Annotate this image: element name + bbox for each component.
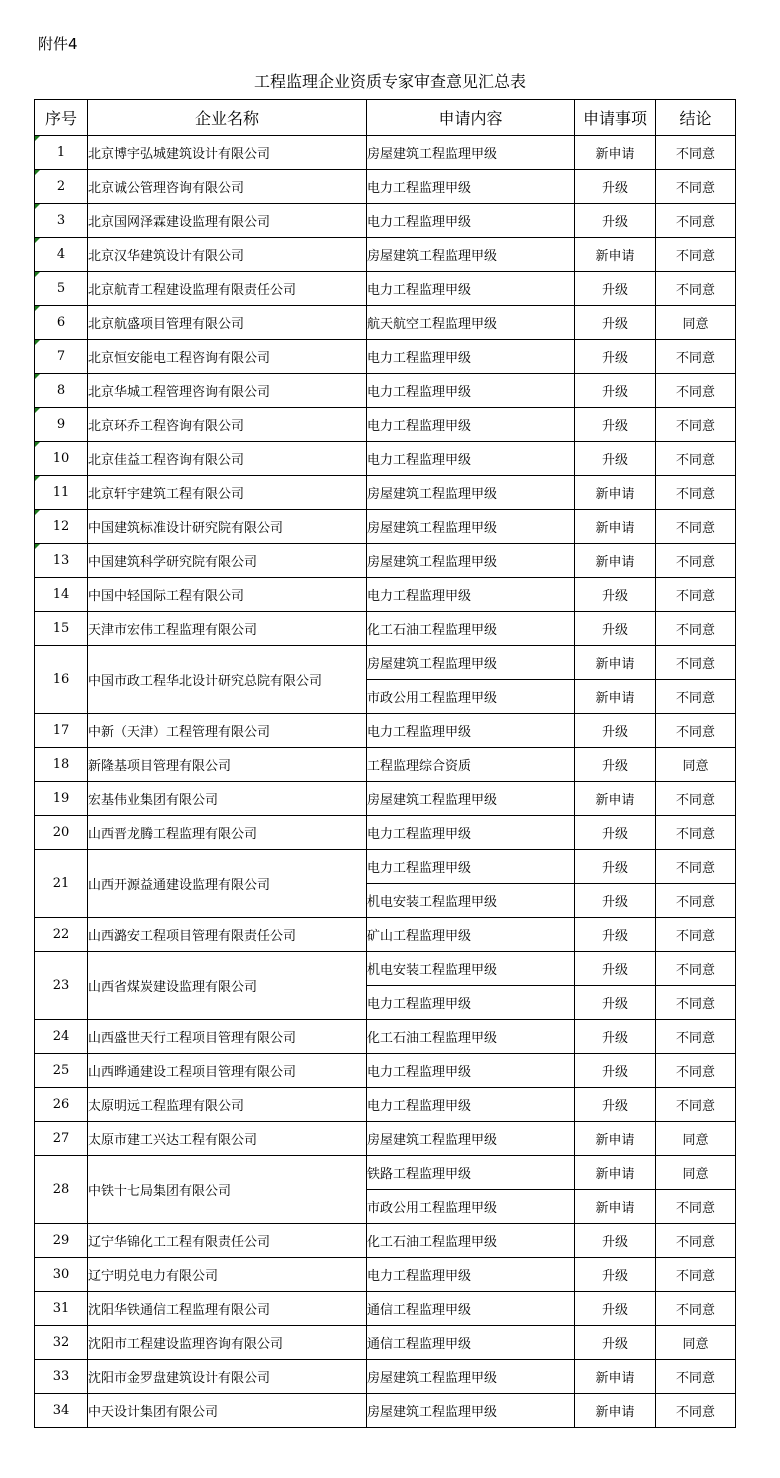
serial-number-cell: 30 — [35, 1258, 88, 1292]
serial-number-cell: 12 — [35, 510, 88, 544]
attachment-label: 附件4 — [38, 35, 78, 53]
application-item-cell: 升级 — [575, 612, 656, 646]
application-item-cell: 新申请 — [575, 238, 656, 272]
application-content-cell: 电力工程监理甲级 — [367, 816, 575, 850]
serial-number-cell: 13 — [35, 544, 88, 578]
company-name-cell: 辽宁华锦化工工程有限责任公司 — [88, 1224, 367, 1258]
conclusion-cell: 不同意 — [656, 952, 736, 986]
conclusion-cell: 不同意 — [656, 680, 736, 714]
application-item-cell: 新申请 — [575, 1394, 656, 1428]
conclusion-cell: 不同意 — [656, 374, 736, 408]
company-name-cell: 山西潞安工程项目管理有限责任公司 — [88, 918, 367, 952]
application-content-cell: 通信工程监理甲级 — [367, 1326, 575, 1360]
company-name-cell: 天津市宏伟工程监理有限公司 — [88, 612, 367, 646]
application-content-cell: 市政公用工程监理甲级 — [367, 1190, 575, 1224]
company-name-cell: 沈阳市金罗盘建筑设计有限公司 — [88, 1360, 367, 1394]
application-item-cell: 升级 — [575, 748, 656, 782]
table-row — [35, 272, 736, 306]
application-content-cell: 电力工程监理甲级 — [367, 272, 575, 306]
application-content-cell: 房屋建筑工程监理甲级 — [367, 1360, 575, 1394]
serial-number-cell: 24 — [35, 1020, 88, 1054]
conclusion-cell: 不同意 — [656, 136, 736, 170]
company-name-cell: 山西晔通建设工程项目管理有限公司 — [88, 1054, 367, 1088]
serial-number-cell: 3 — [35, 204, 88, 238]
serial-number-cell: 7 — [35, 340, 88, 374]
company-name-cell: 中国中轻国际工程有限公司 — [88, 578, 367, 612]
serial-number-cell: 20 — [35, 816, 88, 850]
header-conclusion: 结论 — [656, 100, 736, 136]
application-content-cell: 铁路工程监理甲级 — [367, 1156, 575, 1190]
application-item-cell: 升级 — [575, 952, 656, 986]
company-name-cell: 北京航盛项目管理有限公司 — [88, 306, 367, 340]
application-item-cell: 新申请 — [575, 1360, 656, 1394]
table-row — [35, 340, 736, 374]
conclusion-cell: 不同意 — [656, 1190, 736, 1224]
conclusion-cell: 同意 — [656, 1326, 736, 1360]
table-row — [35, 782, 736, 816]
conclusion-cell: 不同意 — [656, 1088, 736, 1122]
header-application-item: 申请事项 — [575, 100, 656, 136]
conclusion-cell: 不同意 — [656, 408, 736, 442]
table-row — [35, 170, 736, 204]
conclusion-cell: 不同意 — [656, 204, 736, 238]
application-item-cell: 升级 — [575, 374, 656, 408]
table-row — [35, 578, 736, 612]
company-name-cell: 中新（天津）工程管理有限公司 — [88, 714, 367, 748]
application-item-cell: 升级 — [575, 170, 656, 204]
application-content-cell: 房屋建筑工程监理甲级 — [367, 238, 575, 272]
company-name-cell: 中铁十七局集团有限公司 — [88, 1156, 367, 1224]
conclusion-cell: 同意 — [656, 1156, 736, 1190]
application-content-cell: 电力工程监理甲级 — [367, 374, 575, 408]
header-company-name: 企业名称 — [88, 100, 367, 136]
company-name-cell: 中天设计集团有限公司 — [88, 1394, 367, 1428]
application-item-cell: 升级 — [575, 306, 656, 340]
application-content-cell: 房屋建筑工程监理甲级 — [367, 1394, 575, 1428]
serial-number-cell: 14 — [35, 578, 88, 612]
conclusion-cell: 同意 — [656, 306, 736, 340]
conclusion-cell: 不同意 — [656, 884, 736, 918]
application-content-cell: 电力工程监理甲级 — [367, 204, 575, 238]
application-item-cell: 新申请 — [575, 680, 656, 714]
application-content-cell: 电力工程监理甲级 — [367, 1088, 575, 1122]
application-content-cell: 工程监理综合资质 — [367, 748, 575, 782]
company-name-cell: 北京轩宇建筑工程有限公司 — [88, 476, 367, 510]
application-content-cell: 房屋建筑工程监理甲级 — [367, 782, 575, 816]
header-application-content: 申请内容 — [367, 100, 575, 136]
company-name-cell: 中国建筑科学研究院有限公司 — [88, 544, 367, 578]
company-name-cell: 北京国网泽霖建设监理有限公司 — [88, 204, 367, 238]
serial-number-cell: 23 — [35, 952, 88, 1020]
application-item-cell: 新申请 — [575, 1122, 656, 1156]
conclusion-cell: 不同意 — [656, 714, 736, 748]
application-content-cell: 电力工程监理甲级 — [367, 578, 575, 612]
serial-number-cell: 29 — [35, 1224, 88, 1258]
conclusion-cell: 不同意 — [656, 646, 736, 680]
header-row — [35, 100, 736, 136]
application-content-cell: 机电安装工程监理甲级 — [367, 884, 575, 918]
company-name-cell: 中国建筑标准设计研究院有限公司 — [88, 510, 367, 544]
application-content-cell: 房屋建筑工程监理甲级 — [367, 544, 575, 578]
conclusion-cell: 不同意 — [656, 272, 736, 306]
application-content-cell: 电力工程监理甲级 — [367, 442, 575, 476]
company-name-cell: 北京华城工程管理咨询有限公司 — [88, 374, 367, 408]
conclusion-cell: 不同意 — [656, 850, 736, 884]
conclusion-cell: 不同意 — [656, 170, 736, 204]
conclusion-cell: 不同意 — [656, 340, 736, 374]
serial-number-cell: 4 — [35, 238, 88, 272]
conclusion-cell: 不同意 — [656, 476, 736, 510]
application-content-cell: 电力工程监理甲级 — [367, 986, 575, 1020]
table-row — [35, 510, 736, 544]
table-row — [35, 1394, 736, 1428]
application-content-cell: 房屋建筑工程监理甲级 — [367, 646, 575, 680]
company-name-cell: 山西盛世天行工程项目管理有限公司 — [88, 1020, 367, 1054]
serial-number-cell: 1 — [35, 136, 88, 170]
conclusion-cell: 不同意 — [656, 238, 736, 272]
company-name-cell: 新隆基项目管理有限公司 — [88, 748, 367, 782]
company-name-cell: 山西晋龙腾工程监理有限公司 — [88, 816, 367, 850]
application-item-cell: 升级 — [575, 1224, 656, 1258]
application-item-cell: 升级 — [575, 1292, 656, 1326]
table-row — [35, 1224, 736, 1258]
serial-number-cell: 25 — [35, 1054, 88, 1088]
conclusion-cell: 不同意 — [656, 1258, 736, 1292]
application-content-cell: 通信工程监理甲级 — [367, 1292, 575, 1326]
company-name-cell: 沈阳市工程建设监理咨询有限公司 — [88, 1326, 367, 1360]
application-content-cell: 航天航空工程监理甲级 — [367, 306, 575, 340]
application-item-cell: 升级 — [575, 272, 656, 306]
application-item-cell: 升级 — [575, 714, 656, 748]
conclusion-cell: 不同意 — [656, 1020, 736, 1054]
application-content-cell: 矿山工程监理甲级 — [367, 918, 575, 952]
conclusion-cell: 不同意 — [656, 578, 736, 612]
application-content-cell: 化工石油工程监理甲级 — [367, 612, 575, 646]
table-row — [35, 238, 736, 272]
table-row — [35, 408, 736, 442]
serial-number-cell: 15 — [35, 612, 88, 646]
serial-number-cell: 18 — [35, 748, 88, 782]
table-title: 工程监理企业资质专家审查意见汇总表 — [253, 72, 526, 91]
application-item-cell: 升级 — [575, 1326, 656, 1360]
serial-number-cell: 9 — [35, 408, 88, 442]
table-row — [35, 952, 736, 986]
table-row — [35, 612, 736, 646]
serial-number-cell: 28 — [35, 1156, 88, 1224]
serial-number-cell: 33 — [35, 1360, 88, 1394]
table-row — [35, 646, 736, 680]
application-item-cell: 新申请 — [575, 646, 656, 680]
company-name-cell: 辽宁明兑电力有限公司 — [88, 1258, 367, 1292]
company-name-cell: 太原市建工兴达工程有限公司 — [88, 1122, 367, 1156]
application-item-cell: 升级 — [575, 1258, 656, 1292]
application-item-cell: 升级 — [575, 578, 656, 612]
header-serial-number: 序号 — [35, 100, 88, 136]
serial-number-cell: 17 — [35, 714, 88, 748]
application-item-cell: 新申请 — [575, 510, 656, 544]
company-name-cell: 北京环乔工程咨询有限公司 — [88, 408, 367, 442]
application-content-cell: 房屋建筑工程监理甲级 — [367, 1122, 575, 1156]
table-row — [35, 714, 736, 748]
application-content-cell: 化工石油工程监理甲级 — [367, 1020, 575, 1054]
conclusion-cell: 不同意 — [656, 986, 736, 1020]
table-row — [35, 1258, 736, 1292]
company-name-cell: 北京航青工程建设监理有限责任公司 — [88, 272, 367, 306]
table-row — [35, 1292, 736, 1326]
table-row — [35, 918, 736, 952]
company-name-cell: 中国市政工程华北设计研究总院有限公司 — [88, 646, 367, 714]
application-content-cell: 电力工程监理甲级 — [367, 1054, 575, 1088]
application-content-cell: 电力工程监理甲级 — [367, 340, 575, 374]
application-item-cell: 升级 — [575, 340, 656, 374]
conclusion-cell: 同意 — [656, 748, 736, 782]
conclusion-cell: 不同意 — [656, 510, 736, 544]
serial-number-cell: 11 — [35, 476, 88, 510]
serial-number-cell: 16 — [35, 646, 88, 714]
application-item-cell: 升级 — [575, 986, 656, 1020]
application-item-cell: 升级 — [575, 1020, 656, 1054]
application-item-cell: 升级 — [575, 816, 656, 850]
table-row — [35, 204, 736, 238]
company-name-cell: 北京佳益工程咨询有限公司 — [88, 442, 367, 476]
application-content-cell: 房屋建筑工程监理甲级 — [367, 476, 575, 510]
table-row — [35, 816, 736, 850]
review-summary-table — [34, 99, 736, 1428]
application-item-cell: 新申请 — [575, 476, 656, 510]
application-item-cell: 新申请 — [575, 1156, 656, 1190]
conclusion-cell: 不同意 — [656, 1292, 736, 1326]
application-item-cell: 升级 — [575, 1054, 656, 1088]
application-item-cell: 升级 — [575, 884, 656, 918]
company-name-cell: 太原明远工程监理有限公司 — [88, 1088, 367, 1122]
application-item-cell: 升级 — [575, 204, 656, 238]
application-item-cell: 升级 — [575, 918, 656, 952]
serial-number-cell: 5 — [35, 272, 88, 306]
conclusion-cell: 不同意 — [656, 816, 736, 850]
table-row — [35, 1054, 736, 1088]
serial-number-cell: 10 — [35, 442, 88, 476]
company-name-cell: 山西开源益通建设监理有限公司 — [88, 850, 367, 918]
conclusion-cell: 不同意 — [656, 544, 736, 578]
company-name-cell: 宏基伟业集团有限公司 — [88, 782, 367, 816]
application-content-cell: 电力工程监理甲级 — [367, 850, 575, 884]
company-name-cell: 沈阳华铁通信工程监理有限公司 — [88, 1292, 367, 1326]
company-name-cell: 北京恒安能电工程咨询有限公司 — [88, 340, 367, 374]
conclusion-cell: 不同意 — [656, 1360, 736, 1394]
application-content-cell: 机电安装工程监理甲级 — [367, 952, 575, 986]
application-item-cell: 升级 — [575, 408, 656, 442]
serial-number-cell: 19 — [35, 782, 88, 816]
serial-number-cell: 8 — [35, 374, 88, 408]
conclusion-cell: 不同意 — [656, 442, 736, 476]
application-item-cell: 新申请 — [575, 136, 656, 170]
company-name-cell: 北京汉华建筑设计有限公司 — [88, 238, 367, 272]
conclusion-cell: 不同意 — [656, 1394, 736, 1428]
serial-number-cell: 6 — [35, 306, 88, 340]
application-item-cell: 新申请 — [575, 782, 656, 816]
table-row — [35, 442, 736, 476]
application-content-cell: 市政公用工程监理甲级 — [367, 680, 575, 714]
table-row — [35, 1088, 736, 1122]
table-row — [35, 544, 736, 578]
serial-number-cell: 2 — [35, 170, 88, 204]
application-content-cell: 电力工程监理甲级 — [367, 714, 575, 748]
table-row — [35, 748, 736, 782]
application-content-cell: 电力工程监理甲级 — [367, 170, 575, 204]
application-item-cell: 升级 — [575, 1088, 656, 1122]
application-content-cell: 电力工程监理甲级 — [367, 408, 575, 442]
conclusion-cell: 不同意 — [656, 918, 736, 952]
application-item-cell: 升级 — [575, 442, 656, 476]
conclusion-cell: 同意 — [656, 1122, 736, 1156]
table-body — [35, 136, 736, 1428]
table-row — [35, 850, 736, 884]
serial-number-cell: 21 — [35, 850, 88, 918]
serial-number-cell: 32 — [35, 1326, 88, 1360]
table-row — [35, 374, 736, 408]
application-content-cell: 房屋建筑工程监理甲级 — [367, 136, 575, 170]
table-row — [35, 1360, 736, 1394]
table-row — [35, 1326, 736, 1360]
conclusion-cell: 不同意 — [656, 1054, 736, 1088]
company-name-cell: 北京诚公管理咨询有限公司 — [88, 170, 367, 204]
serial-number-cell: 34 — [35, 1394, 88, 1428]
table-row — [35, 1156, 736, 1190]
application-content-cell: 化工石油工程监理甲级 — [367, 1224, 575, 1258]
conclusion-cell: 不同意 — [656, 612, 736, 646]
application-content-cell: 房屋建筑工程监理甲级 — [367, 510, 575, 544]
conclusion-cell: 不同意 — [656, 1224, 736, 1258]
application-item-cell: 升级 — [575, 850, 656, 884]
company-name-cell: 山西省煤炭建设监理有限公司 — [88, 952, 367, 1020]
conclusion-cell: 不同意 — [656, 782, 736, 816]
application-item-cell: 新申请 — [575, 1190, 656, 1224]
serial-number-cell: 26 — [35, 1088, 88, 1122]
table-row — [35, 476, 736, 510]
company-name-cell: 北京博宇弘城建筑设计有限公司 — [88, 136, 367, 170]
serial-number-cell: 22 — [35, 918, 88, 952]
serial-number-cell: 27 — [35, 1122, 88, 1156]
application-content-cell: 电力工程监理甲级 — [367, 1258, 575, 1292]
serial-number-cell: 31 — [35, 1292, 88, 1326]
table-row — [35, 136, 736, 170]
table-row — [35, 1122, 736, 1156]
table-row — [35, 1020, 736, 1054]
application-item-cell: 新申请 — [575, 544, 656, 578]
table-row — [35, 306, 736, 340]
